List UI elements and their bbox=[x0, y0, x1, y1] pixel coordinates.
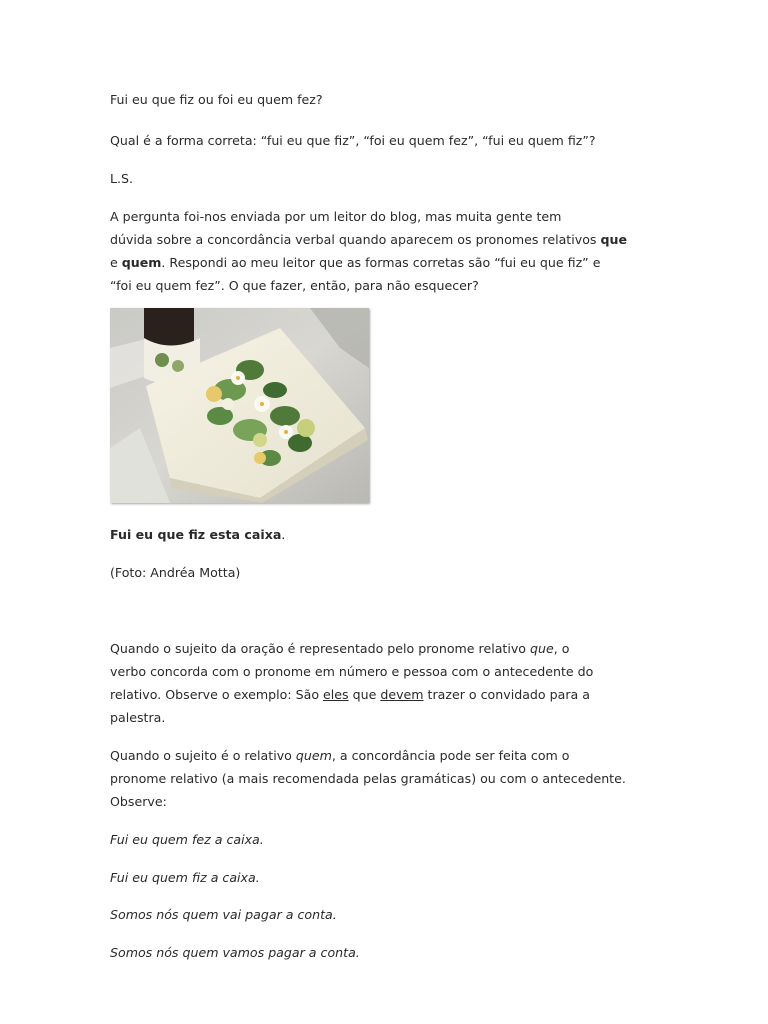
doc-title: Fui eu que fiz ou foi eu quem fez? bbox=[110, 92, 323, 107]
text-segment: trazer o convidado para a bbox=[423, 687, 590, 702]
paragraph-3-line-1 bbox=[110, 748, 570, 764]
paragraph-3-line-2: pronome relativo (a mais recomendada pelas gramáticas) ou com o antecedente. bbox=[110, 771, 626, 786]
underlined-term: devem bbox=[380, 687, 424, 702]
example-text: Somos nós quem vai pagar a conta. bbox=[110, 907, 337, 922]
caption-end: . bbox=[281, 527, 286, 542]
paragraph-2-line-4: palestra. bbox=[110, 710, 166, 725]
text-segment: . Respondi ao meu leitor que as formas corretas são “fui eu que fiz” e bbox=[161, 255, 601, 270]
reader-question: Qual é a forma correta: “fui eu que fiz”, “foi eu quem fez”, “fui eu quem fiz”? bbox=[110, 133, 596, 148]
photo-credit: (Foto: Andréa Motta) bbox=[110, 565, 241, 580]
text-segment: e bbox=[110, 255, 122, 270]
text-segment: Quando o sujeito é o relativo bbox=[110, 748, 296, 763]
paragraph-2-line-3 bbox=[110, 687, 590, 703]
paragraph-1-line-1: A pergunta foi-nos enviada por um leitor do blog, mas muita gente tem bbox=[110, 209, 562, 224]
paragraph-1-line-4: “foi eu quem fez”. O que fazer, então, para não esquecer? bbox=[110, 278, 479, 293]
decorated-box-photo bbox=[110, 308, 369, 503]
text-segment: Quando o sujeito da oração é representado pelo pronome relativo bbox=[110, 641, 531, 656]
paragraph-2-line-2: verbo concorda com o pronome em número e pessoa com o antecedente do bbox=[110, 664, 594, 679]
example-text: Somos nós quem vamos pagar a conta. bbox=[110, 945, 360, 960]
example-1 bbox=[110, 832, 264, 848]
paragraph-1-line-2 bbox=[110, 232, 627, 248]
text-segment: que bbox=[348, 687, 381, 702]
underlined-term: eles bbox=[323, 687, 349, 702]
bold-term: que bbox=[600, 232, 627, 247]
example-text: Fui eu quem fiz a caixa. bbox=[110, 870, 260, 885]
paragraph-3-line-3: Observe: bbox=[110, 794, 167, 809]
italic-term: que bbox=[530, 641, 554, 656]
text-segment: , o bbox=[553, 641, 570, 656]
example-text: Fui eu quem fez a caixa. bbox=[110, 832, 264, 847]
text-segment: dúvida sobre a concordância verbal quando aparecem os pronomes relativos bbox=[110, 232, 601, 247]
example-3 bbox=[110, 907, 337, 923]
photo-caption bbox=[110, 527, 285, 543]
example-2 bbox=[110, 870, 260, 886]
text-segment: relativo. Observe o exemplo: São bbox=[110, 687, 324, 702]
author-initials: L.S. bbox=[110, 171, 134, 186]
text-segment: , a concordância pode ser feita com o bbox=[331, 748, 570, 763]
paragraph-1-line-3 bbox=[110, 255, 600, 271]
bold-term: quem bbox=[121, 255, 162, 270]
paragraph-2-line-1 bbox=[110, 641, 569, 657]
caption-bold: Fui eu que fiz esta caixa bbox=[110, 527, 282, 542]
example-4 bbox=[110, 945, 360, 961]
italic-term: quem bbox=[295, 748, 332, 763]
